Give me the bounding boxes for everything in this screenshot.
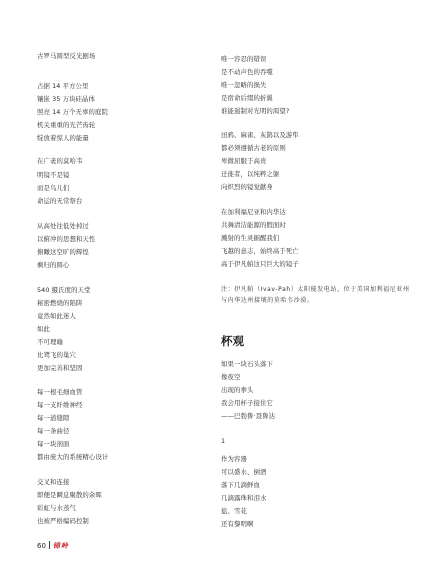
poem-line: 唯一容忍的错误 [221, 55, 267, 63]
poem-line: 卑微屈服于高贵 [221, 157, 267, 165]
poem-line: 可以盛水、倒酒 [221, 468, 267, 476]
poem-line: 迁徙者，以纯粹之躯 [221, 170, 280, 178]
epigraph-line: 出现的拳头 [221, 386, 254, 394]
poem-line: 每一根毛细血管 [37, 388, 83, 396]
poem-line: 在加利福尼亚和内华达 [221, 208, 286, 216]
poem-line: 如此 [37, 325, 50, 333]
poem-line: 明镜不是镜 [37, 171, 70, 179]
poem-line: 古罗马圆型反光剧场 [37, 52, 96, 60]
epigraph-author: ——巴勃鲁·聂鲁达 [221, 412, 276, 420]
poem-line: 以俯冲的思想和天性 [37, 235, 96, 243]
poem-line: 盐、雪花 [221, 507, 247, 515]
page-footer [37, 541, 69, 551]
page-number: 60 [37, 542, 46, 550]
poem-line: 共舞清洁能源的假面时 [221, 221, 286, 229]
footer-divider [49, 541, 50, 549]
poem-line: 540 摄氏度的天堂 [37, 286, 91, 294]
poem-line: 即便是瞬息聚散的余晖 [37, 491, 102, 499]
poem-line: 俯瞰这空旷的辉煌 [37, 248, 89, 256]
poem-line: 占据 14 平方公里 [37, 82, 89, 90]
poem-line: 而是鸟儿们 [37, 184, 70, 192]
poem-line: 竟然如此迷人 [37, 312, 76, 320]
poem-line: 是不动声色的吞噬 [221, 68, 273, 76]
poem-line: 不可理喻 [37, 338, 63, 346]
poem-line: 都必须遵循古老的原则 [221, 144, 286, 152]
footnote: 注：伊凡帕（Ivav-Pah）太阳能发电站，位于美国加利福尼亚州与内华达州接壤的莫哈韦沙漠。 [221, 286, 410, 304]
poem-line: 在广袤的莫哈韦 [37, 157, 83, 165]
poem-line: 每一支纤维神经 [37, 401, 83, 409]
poem-line: 落下几滴鲜血 [221, 481, 260, 489]
poem-line: 谁能遏制对光明的渴望? [221, 107, 290, 115]
poem-line: 几滴露珠和泪水 [221, 494, 267, 502]
poem-line: 比鸳飞的巢穴 [37, 351, 76, 359]
poem-line: 从高处往低处掉过 [37, 222, 89, 230]
poem-line: 秘密燃烧的陷阱 [37, 299, 83, 307]
poem-line: 都由庞大的系统精心设计 [37, 453, 109, 461]
section-number: 1 [221, 437, 226, 445]
magazine-logo: 锦岭 [52, 542, 69, 550]
epigraph-line: 我会用杯子接住它 [221, 399, 273, 407]
poem-title: 杯观 [221, 334, 244, 348]
poem-line: 溅射的生灵掘醒我们 [221, 234, 280, 242]
poem-line: 每一道缝隙 [37, 414, 70, 422]
poem-line: 也被严格编码控制 [37, 517, 89, 525]
poem-line: 高于伊凡帕这只巨大的镜子 [221, 260, 299, 268]
poem-line: 还有黎明啊 [221, 520, 254, 528]
poem-line: 飞越的意志，始终高于死亡 [221, 247, 299, 255]
poem-line: 机关重重的光芒齿轮 [37, 121, 96, 129]
poem-line: 每一条曲径 [37, 427, 70, 435]
poem-line: 照亮 14 万个无辜的庭院 [37, 108, 109, 116]
epigraph-line: 如果一块石头落下 [221, 360, 273, 368]
poem-line: 田鸦、麻雀、灰鹊以及游隼 [221, 131, 299, 139]
poem-line: 命运的无常祭台 [37, 197, 83, 205]
poem-line: 作为容器 [221, 455, 247, 463]
epigraph-line: 像夜空 [221, 373, 241, 381]
poem-line: 绽放着惊人的能量 [37, 134, 89, 142]
poem-line: 镶嵌 35 万块硅晶体 [37, 95, 96, 103]
poem-line: 彩虹与水蒸气 [37, 504, 76, 512]
poem-line: 更加完善和坚固 [37, 364, 83, 372]
poem-line: 唯一忽略的损失 [221, 81, 267, 89]
poem-line: 向炽烈的镜觉献身 [221, 183, 273, 191]
poem-line: 是宿命后缀的折翼 [221, 94, 273, 102]
poem-line: 交叉和连接 [37, 478, 70, 486]
poem-line: 每一块剖面 [37, 440, 70, 448]
poem-line: 剩归的圆心 [37, 261, 70, 269]
